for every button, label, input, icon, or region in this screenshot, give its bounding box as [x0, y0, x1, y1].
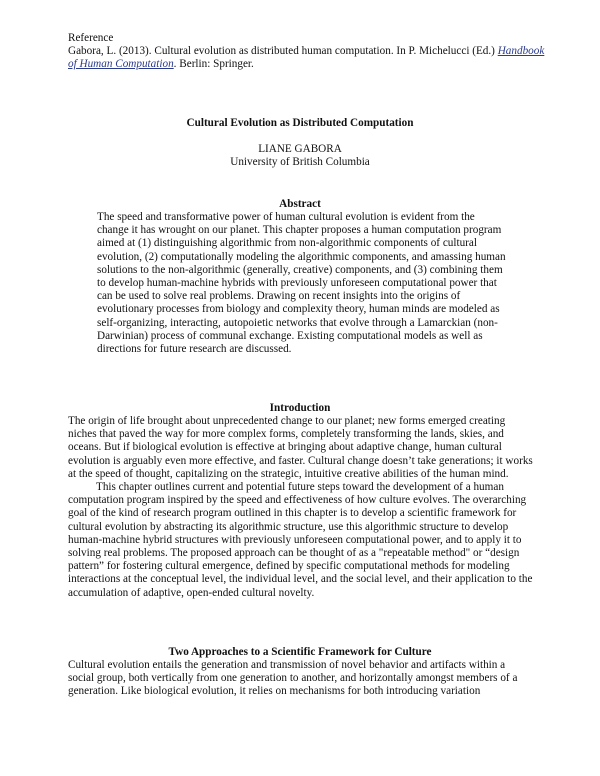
introduction-heading: Introduction	[269, 402, 331, 414]
abstract-text: The speed and transformative power of human cultural evolution is evident from the change it has wrought on our planet. This chapter proposes a human computation program aimed at (1) distinguishing algorithmic from non-algorithmic components of cultural evolution, (2) computationally modeling the algorithmic components, and amassing human solutions to the non-algorithmic (generally, creative) components, and (3) combining them to develop human-machine hybrids with previously unforeseen computational power that can be used to solve real problems. Drawing on recent insights into the origins of evolutionary processes from biology and complexity theory, human minds are modeled as self-organizing, interacting, autopoietic networks that evolve through a Lamarckian (non-Darwinian) process of communal exchange. Existing computational models as well as directions for future research are discussed.	[97, 211, 506, 356]
author-affiliation: University of British Columbia	[230, 156, 370, 169]
section-heading: Two Approaches to a Scientific Framework for Culture	[168, 646, 432, 658]
book-title-link[interactable]: Handbook of Human Computation	[68, 45, 545, 71]
author-block	[0, 143, 600, 169]
section-paragraph: Cultural evolution entails the generation and transmission of novel behavior and artifacts within a social group, both vertically from one generation to another, and horizontally amongst members of a generation. Like biological evolution, it relies on mechanisms for both introducing variation	[68, 659, 518, 698]
intro-paragraph: The origin of life brought about unprecedented change to our planet; new forms emerged creating niches that paved the way for more complex forms, completely transforming the lands, skies, and oceans. But if biological evolution is effective at bringing about adaptive change, human cultural evolution is arguably even more effective, and faster. Cultural change doesn’t take generations; it works at the speed of thought, capitalizing on the strategic, intuitive creative abilities of the human mind.	[68, 415, 533, 480]
introduction-body	[68, 415, 534, 600]
citation-text: Gabora, L. (2013). Cultural evolution as distributed human computation. In P. Michelucci (Ed.)	[68, 45, 498, 58]
reference-citation	[68, 45, 548, 71]
intro-paragraph: This chapter outlines current and potential future steps toward the development of a human computation program inspired by the speed and effectiveness of how culture evolves. The overarching goal of the kind of research program outlined in this chapter is to develop a scientific framework for cultural evolution by abstracting its algorithmic structure, use this algorithmic structure to develop human-machine hybrid structures with previously unforeseen computational power, and to apply it to solving real problems. The proposed approach can be thought of as a "repeatable method" or “design pattern” for fostering cultural emergence, defined by specific computational methods for modeling interactions at the conceptual level, the individual level, and the social level, and their application to the accumulation of adaptive, open-ended cultural novelty.	[68, 481, 533, 599]
author-name: LIANE GABORA	[258, 143, 342, 155]
paper-title: Cultural Evolution as Distributed Computation	[186, 117, 414, 129]
reference-label: Reference	[68, 32, 114, 44]
citation-publisher: . Berlin: Springer.	[173, 58, 254, 71]
section-body	[68, 659, 534, 699]
abstract-heading: Abstract	[279, 198, 321, 210]
reference-block	[68, 32, 548, 72]
